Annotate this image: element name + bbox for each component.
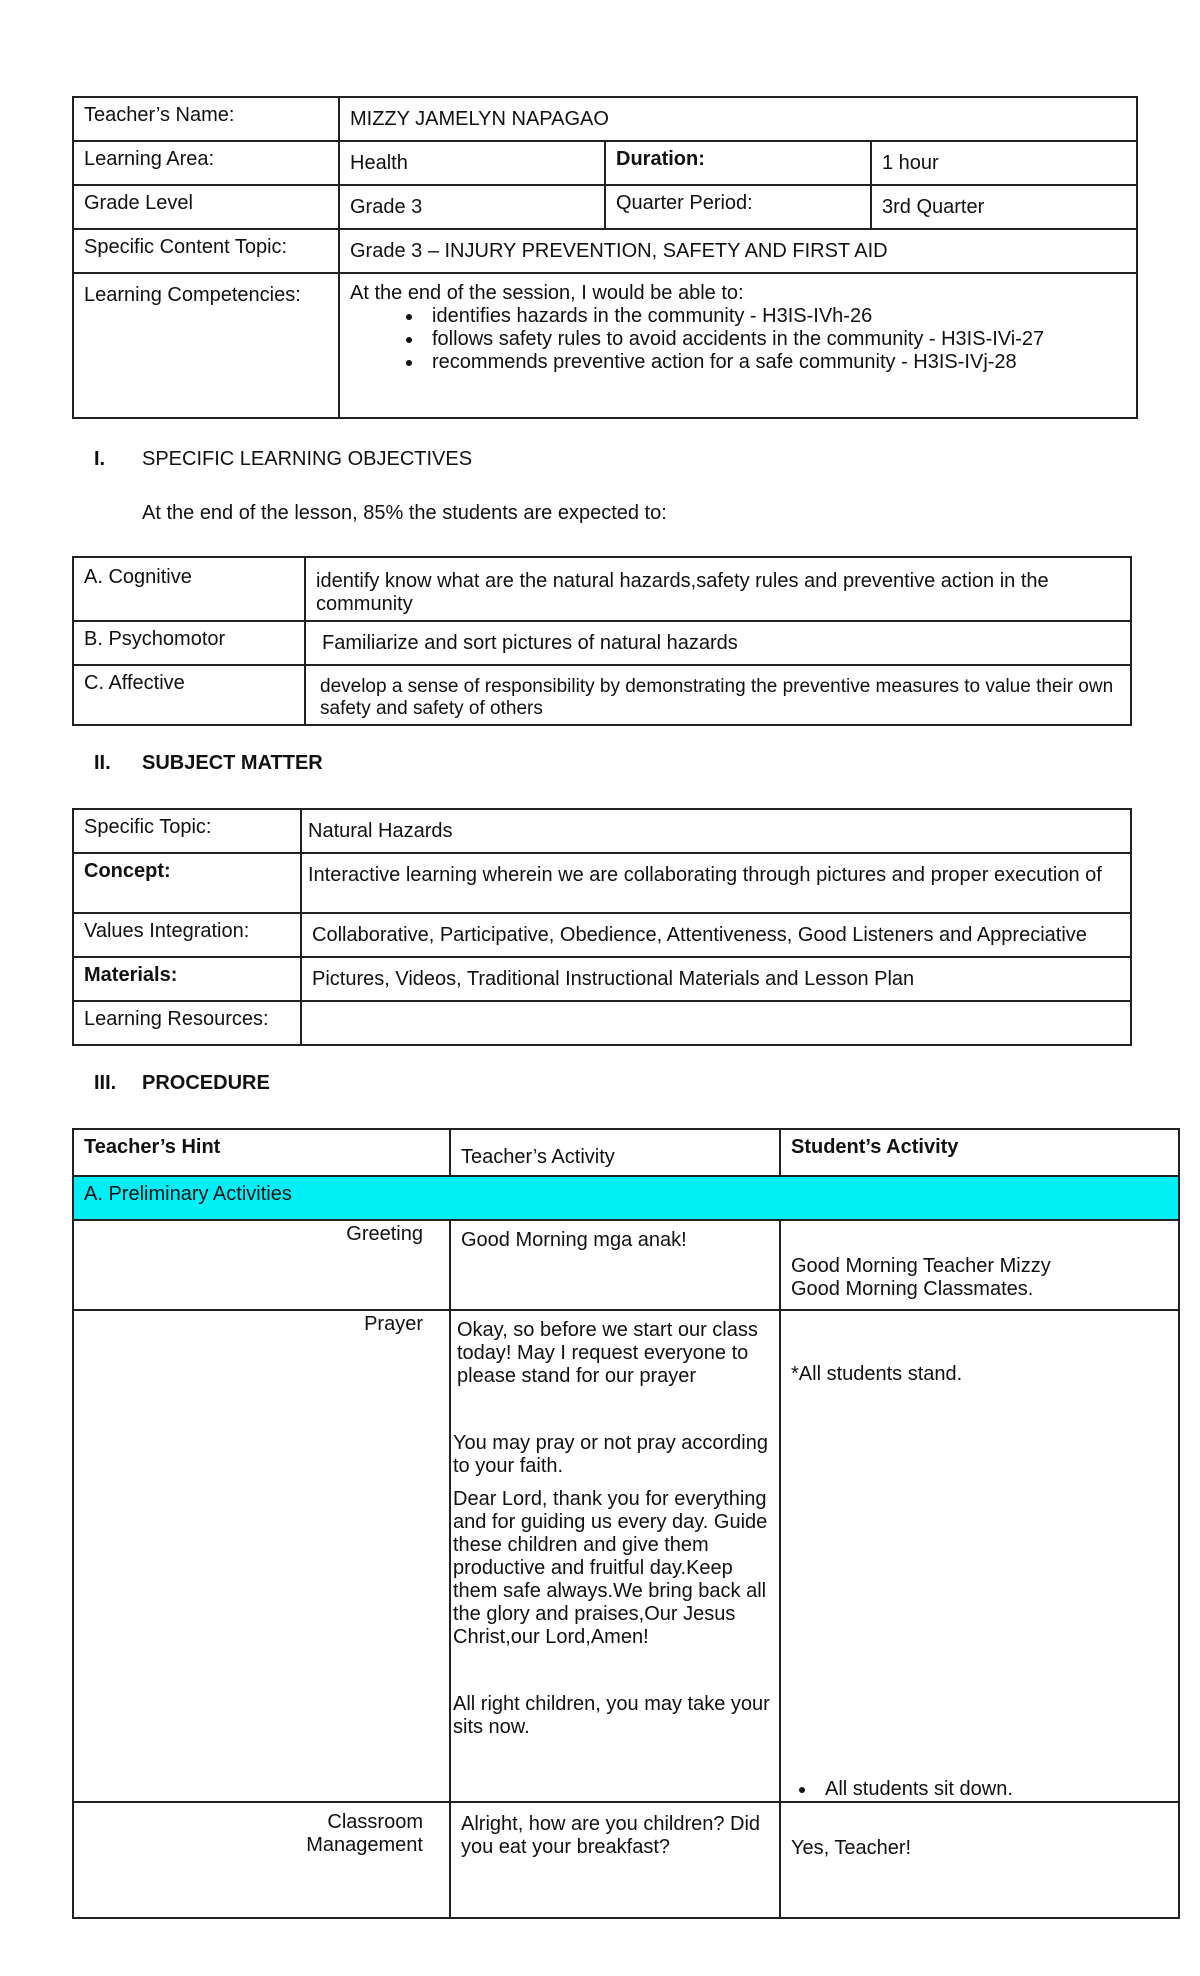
duration-label: Duration: — [605, 141, 871, 185]
subject-table — [72, 808, 1132, 1046]
learning-resources-value — [301, 1001, 1131, 1045]
subject-title: SUBJECT MATTER — [142, 752, 323, 774]
cognitive-value: identify know what are the natural hazards,safety rules and preventive action in the community — [305, 557, 1131, 621]
concept-value: Interactive learning wherein we are collaborating through pictures and proper execution of — [301, 853, 1131, 913]
concept-label: Concept: — [73, 853, 301, 913]
objectives-title: SPECIFIC LEARNING OBJECTIVES — [142, 448, 473, 470]
competencies-cell — [339, 273, 1137, 418]
values-integration-value: Collaborative, Participative, Obedience, Attentiveness, Good Listeners and Appreciative — [301, 913, 1131, 957]
specific-topic-label: Specific Topic: — [73, 809, 301, 853]
competencies-list — [350, 305, 1126, 374]
procedure-heading — [94, 1072, 694, 1096]
prayer-student — [780, 1310, 1179, 1802]
grade-level-value: Grade 3 — [339, 185, 605, 229]
col-teacher-hint: Teacher’s Hint — [73, 1129, 450, 1176]
competencies-label: Learning Competencies: — [73, 273, 339, 418]
section-preliminary: A. Preliminary Activities — [73, 1176, 1179, 1220]
cognitive-label: A. Cognitive — [73, 557, 305, 621]
learning-resources-label: Learning Resources: — [73, 1001, 301, 1045]
greeting-hint: Greeting — [73, 1220, 450, 1310]
prayer-student-list — [781, 1778, 1013, 1801]
materials-label: Materials: — [73, 957, 301, 1001]
prayer-student-line: *All students stand. — [791, 1363, 963, 1385]
values-integration-label: Values Integration: — [73, 913, 301, 957]
prayer-hint: Prayer — [73, 1310, 450, 1802]
procedure-table — [72, 1128, 1180, 1919]
affective-label: C. Affective — [73, 665, 305, 725]
teacher-name-value: MIZZY JAMELYN NAPAGAO — [339, 97, 1137, 141]
competency-item: • recommends preventive action for a safe community - H3IS-IVj-28 — [424, 351, 1126, 374]
learning-area-value: Health — [339, 141, 605, 185]
learning-area-label: Learning Area: — [73, 141, 339, 185]
subject-heading — [94, 752, 694, 776]
psychomotor-label: B. Psychomotor — [73, 621, 305, 665]
col-student-activity: Student’s Activity — [780, 1129, 1179, 1176]
greeting-student-line: Good Morning Teacher Mizzy — [791, 1255, 1051, 1277]
competency-item: • follows safety rules to avoid accidents in the community - H3IS-IVi-27 — [424, 328, 1126, 351]
greeting-teacher: Good Morning mga anak! — [450, 1220, 780, 1310]
grade-level-label: Grade Level — [73, 185, 339, 229]
duration-value: 1 hour — [871, 141, 1137, 185]
objectives-heading — [94, 448, 694, 472]
materials-value: Pictures, Videos, Traditional Instructional Materials and Lesson Plan — [301, 957, 1131, 1001]
quarter-period-value: 3rd Quarter — [871, 185, 1137, 229]
specific-topic-value: Natural Hazards — [301, 809, 1131, 853]
management-hint-text: Classroom Management — [306, 1811, 423, 1856]
subject-number: II. — [94, 752, 111, 774]
col-teacher-activity: Teacher’s Activity — [450, 1129, 780, 1176]
greeting-student-line: Good Morning Classmates. — [791, 1278, 1034, 1300]
content-topic-value: Grade 3 – INJURY PREVENTION, SAFETY AND FIRST AID — [339, 229, 1137, 273]
teacher-name-label: Teacher’s Name: — [73, 97, 339, 141]
objectives-table — [72, 556, 1132, 726]
quarter-period-label: Quarter Period: — [605, 185, 871, 229]
objectives-intro: At the end of the lesson, 85% the students are expected to: — [142, 502, 667, 524]
prayer-student-line: • All students sit down. — [817, 1778, 1013, 1801]
content-topic-label: Specific Content Topic: — [73, 229, 339, 273]
prayer-teacher — [450, 1310, 780, 1802]
competencies-intro: At the end of the session, I would be able to: — [350, 282, 744, 304]
management-teacher: Alright, how are you children? Did you eat your breakfast? — [450, 1802, 780, 1918]
competency-item: • identifies hazards in the community - H3IS-IVh-26 — [424, 305, 1126, 328]
objectives-number: I. — [94, 448, 106, 470]
management-student: Yes, Teacher! — [780, 1802, 1179, 1918]
psychomotor-value: Familiarize and sort pictures of natural hazards — [305, 621, 1131, 665]
procedure-number: III. — [94, 1072, 117, 1094]
affective-value: develop a sense of responsibility by demonstrating the preventive measures to value their own safety and safety of others — [305, 665, 1131, 725]
procedure-title: PROCEDURE — [142, 1072, 270, 1094]
prayer-teacher-text: Dear Lord, thank you for everything and for guiding us every day. Guide these children and give them productive and fruitful day.Keep them safe always.We bring back all the glory and praises,Our Jesus Christ,our Lord,Amen! — [453, 1488, 768, 1648]
greeting-student — [780, 1220, 1179, 1310]
prayer-teacher-text: You may pray or not pray according to your faith. — [453, 1432, 768, 1477]
prayer-teacher-text: All right children, you may take your sits now. — [453, 1693, 770, 1738]
prayer-teacher-text: Okay, so before we start our class today! May I request everyone to please stand for our prayer — [457, 1319, 758, 1387]
management-hint — [73, 1802, 450, 1918]
lesson-info-table — [72, 96, 1138, 419]
